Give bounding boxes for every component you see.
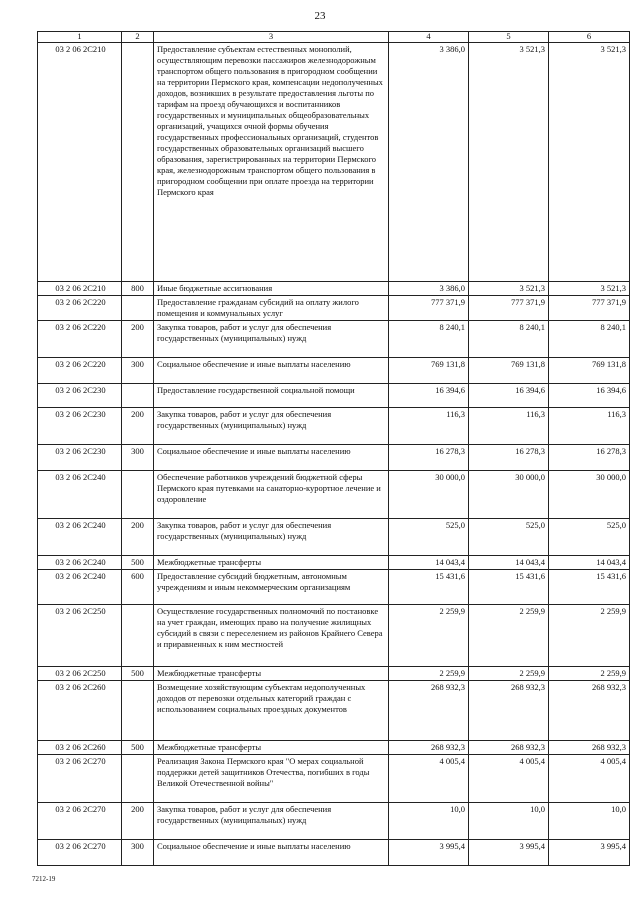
row-value-2021: 10,0 [549,803,630,840]
table-row [38,605,630,667]
row-name: Межбюджетные трансферты [154,741,389,755]
row-code: 03 2 06 2С240 [38,570,122,605]
row-name: Социальное обеспечение и иные выплаты населению [154,445,389,471]
header-row [38,32,630,43]
row-value-2020: 14 043,4 [469,556,549,570]
budget-table [37,31,630,866]
row-name: Закупка товаров, работ и услуг для обеспечения государственных (муниципальных) нужд [154,321,389,358]
row-value-2019: 8 240,1 [389,321,469,358]
row-name: Осуществление государственных полномочий по постановке на учет граждан, имеющих право на получение жилищных субсидий в связи с переселением из районов Крайнего Севера и приравненных к ним местностей [154,605,389,667]
table-row [38,681,630,741]
row-expense-type [122,471,154,519]
row-expense-type: 500 [122,556,154,570]
row-value-2020: 3 521,3 [469,282,549,296]
row-code: 03 2 06 2С250 [38,605,122,667]
table-row [38,519,630,556]
table-row [38,282,630,296]
table-row [38,384,630,408]
row-expense-type [122,681,154,741]
row-value-2021: 268 932,3 [549,741,630,755]
row-value-2019: 16 394,6 [389,384,469,408]
row-value-2020: 3 521,3 [469,43,549,282]
row-value-2020: 2 259,9 [469,605,549,667]
row-value-2021: 3 521,3 [549,282,630,296]
row-value-2021: 525,0 [549,519,630,556]
row-value-2019: 769 131,8 [389,358,469,384]
row-expense-type [122,605,154,667]
row-value-2021: 15 431,6 [549,570,630,605]
footer-code: 7212-19 [32,875,56,883]
row-expense-type [122,755,154,803]
row-name: Предоставление субъектам естественных монополий, осуществляющим перевозки пассажиров железнодорожным транспортом общего пользования в пригородном сообщении на территории Пермского края, компенсации недополученных доходов, возникших в результате предоставления льготы по тарифам на проезд обучающихся и воспитанников государственных и муниципальных общеобразовательных организаций, учащихся очной формы обучения государственных профессиональных организаций, студентов государственных образовательных организаций высшего образования, зарегистрированных на территории Пермского края, железнодорожным транспортом общего пользования в пригородном сообщении при оплате проезда на территории Пермского края [154,43,389,282]
row-value-2020: 10,0 [469,803,549,840]
row-value-2021: 16 278,3 [549,445,630,471]
row-name: Реализация Закона Пермского края "О мерах социальной поддержки детей защитников Отечества, погибших в годы Великой Отечественной войны" [154,755,389,803]
row-name: Закупка товаров, работ и услуг для обеспечения государственных (муниципальных) нужд [154,408,389,445]
row-value-2019: 15 431,6 [389,570,469,605]
row-value-2021: 3 995,4 [549,840,630,866]
row-expense-type: 200 [122,321,154,358]
row-code: 03 2 06 2С230 [38,408,122,445]
row-expense-type: 500 [122,741,154,755]
row-value-2020: 268 932,3 [469,741,549,755]
table-body [38,43,630,866]
row-expense-type [122,296,154,321]
row-expense-type: 800 [122,282,154,296]
row-expense-type: 200 [122,519,154,556]
row-expense-type: 300 [122,840,154,866]
row-code: 03 2 06 2С240 [38,519,122,556]
row-code: 03 2 06 2С210 [38,43,122,282]
row-name: Социальное обеспечение и иные выплаты населению [154,840,389,866]
table-row [38,358,630,384]
row-value-2019: 3 386,0 [389,43,469,282]
row-name: Межбюджетные трансферты [154,667,389,681]
row-name: Предоставление государственной социальной помощи [154,384,389,408]
table-row [38,840,630,866]
row-name: Обеспечение работников учреждений бюджетной сферы Пермского края путевками на санаторно-курортное лечение и оздоровление [154,471,389,519]
row-value-2019: 268 932,3 [389,681,469,741]
row-code: 03 2 06 2С270 [38,840,122,866]
row-code: 03 2 06 2С270 [38,755,122,803]
row-name: Предоставление субсидий бюджетным, автономным учреждениям и иным некоммерческим организациям [154,570,389,605]
row-code: 03 2 06 2С220 [38,358,122,384]
row-value-2019: 4 005,4 [389,755,469,803]
row-code: 03 2 06 2С230 [38,445,122,471]
col-header-2: 2 [122,32,154,43]
row-value-2020: 16 394,6 [469,384,549,408]
row-value-2019: 268 932,3 [389,741,469,755]
row-value-2019: 2 259,9 [389,667,469,681]
row-value-2021: 116,3 [549,408,630,445]
table-row [38,408,630,445]
row-name: Закупка товаров, работ и услуг для обеспечения государственных (муниципальных) нужд [154,803,389,840]
row-value-2021: 16 394,6 [549,384,630,408]
row-value-2020: 16 278,3 [469,445,549,471]
row-value-2021: 30 000,0 [549,471,630,519]
row-code: 03 2 06 2С260 [38,681,122,741]
row-expense-type: 200 [122,408,154,445]
table-row [38,667,630,681]
table-row [38,445,630,471]
row-value-2020: 777 371,9 [469,296,549,321]
row-code: 03 2 06 2С240 [38,556,122,570]
row-expense-type [122,43,154,282]
row-value-2020: 3 995,4 [469,840,549,866]
row-value-2020: 30 000,0 [469,471,549,519]
row-value-2021: 268 932,3 [549,681,630,741]
row-expense-type: 500 [122,667,154,681]
col-header-1: 1 [38,32,122,43]
row-value-2021: 14 043,4 [549,556,630,570]
row-value-2021: 2 259,9 [549,667,630,681]
table-row [38,741,630,755]
col-header-4: 4 [389,32,469,43]
row-value-2021: 3 521,3 [549,43,630,282]
table-row [38,556,630,570]
row-value-2020: 116,3 [469,408,549,445]
row-value-2019: 777 371,9 [389,296,469,321]
row-code: 03 2 06 2С240 [38,471,122,519]
table-row [38,803,630,840]
row-value-2019: 10,0 [389,803,469,840]
row-code: 03 2 06 2С220 [38,321,122,358]
row-value-2019: 116,3 [389,408,469,445]
row-value-2021: 4 005,4 [549,755,630,803]
row-value-2019: 525,0 [389,519,469,556]
row-value-2020: 2 259,9 [469,667,549,681]
row-name: Социальное обеспечение и иные выплаты населению [154,358,389,384]
col-header-5: 5 [469,32,549,43]
row-code: 03 2 06 2С270 [38,803,122,840]
row-code: 03 2 06 2С260 [38,741,122,755]
row-value-2020: 4 005,4 [469,755,549,803]
row-value-2020: 268 932,3 [469,681,549,741]
row-name: Закупка товаров, работ и услуг для обеспечения государственных (муниципальных) нужд [154,519,389,556]
row-expense-type: 300 [122,358,154,384]
row-value-2020: 525,0 [469,519,549,556]
row-value-2019: 14 043,4 [389,556,469,570]
row-value-2021: 769 131,8 [549,358,630,384]
row-code: 03 2 06 2С210 [38,282,122,296]
row-value-2021: 2 259,9 [549,605,630,667]
row-expense-type [122,384,154,408]
row-value-2021: 8 240,1 [549,321,630,358]
row-value-2019: 3 386,0 [389,282,469,296]
row-value-2019: 16 278,3 [389,445,469,471]
row-code: 03 2 06 2С230 [38,384,122,408]
row-value-2020: 15 431,6 [469,570,549,605]
row-value-2021: 777 371,9 [549,296,630,321]
row-expense-type: 300 [122,445,154,471]
table-row [38,296,630,321]
row-value-2019: 3 995,4 [389,840,469,866]
row-expense-type: 600 [122,570,154,605]
table-row [38,321,630,358]
row-name: Предоставление гражданам субсидий на оплату жилого помещения и коммунальных услуг [154,296,389,321]
table-row [38,43,630,282]
table-row [38,755,630,803]
page-number: 23 [314,10,326,22]
col-header-3: 3 [154,32,389,43]
col-header-6: 6 [549,32,630,43]
row-value-2019: 2 259,9 [389,605,469,667]
table-row [38,471,630,519]
row-code: 03 2 06 2С250 [38,667,122,681]
table-row [38,570,630,605]
row-name: Межбюджетные трансферты [154,556,389,570]
row-name: Возмещение хозяйствующим субъектам недополученных доходов от перевозки отдельных категорий граждан с использованием социальных проездных документов [154,681,389,741]
row-expense-type: 200 [122,803,154,840]
row-value-2019: 30 000,0 [389,471,469,519]
row-value-2020: 8 240,1 [469,321,549,358]
row-value-2020: 769 131,8 [469,358,549,384]
row-name: Иные бюджетные ассигнования [154,282,389,296]
row-code: 03 2 06 2С220 [38,296,122,321]
